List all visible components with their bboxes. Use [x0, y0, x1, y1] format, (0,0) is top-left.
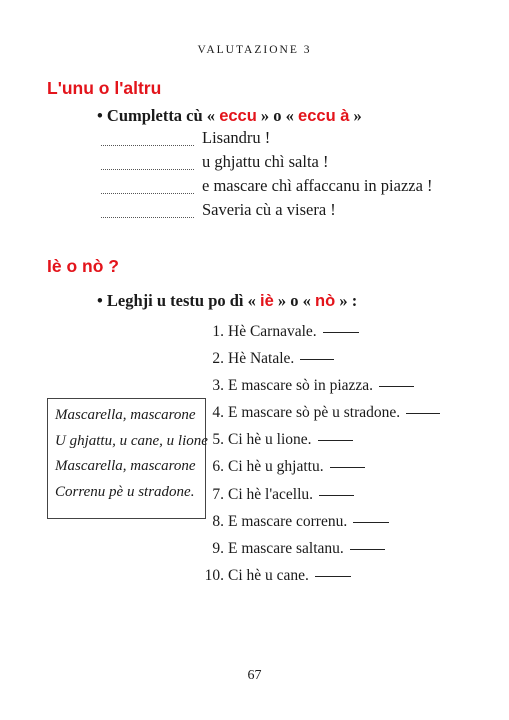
fill-row-text: u ghjattu chì salta ! [202, 152, 329, 171]
question-item [204, 377, 414, 395]
question-text: Ci hè l'acellu. [228, 486, 314, 503]
answer-blank[interactable] [315, 576, 351, 577]
question-item [204, 567, 351, 585]
question-text: Ci hè u lione. [228, 431, 312, 448]
page-header: VALUTAZIONE 3 [197, 44, 312, 56]
answer-blank[interactable] [300, 359, 334, 360]
question-number: 6. [212, 458, 224, 475]
question-text: E mascare correnu. [228, 513, 348, 530]
instruction-suffix: » [353, 106, 362, 125]
poem-line: Correnu pè u stradone. [55, 483, 195, 500]
dotted-blank[interactable] [101, 193, 194, 194]
option-eccu: eccu [219, 107, 257, 125]
answer-blank[interactable] [319, 495, 354, 496]
question-number: 2. [212, 350, 224, 367]
question-number: 5. [212, 431, 224, 448]
question-number: 8. [212, 513, 224, 530]
question-item [204, 431, 353, 449]
fill-row-text: Lisandru ! [202, 128, 271, 147]
fill-row-text: e mascare chì affaccanu in piazza ! [202, 176, 433, 195]
option-no: nò [315, 292, 336, 310]
question-text: Ci hè u cane. [228, 567, 309, 584]
question-number: 10. [204, 567, 224, 584]
page-number: 67 [247, 668, 262, 683]
question-text: E mascare saltanu. [228, 540, 344, 557]
poem-box [47, 398, 206, 519]
poem-line: Mascarella, mascarone [55, 458, 196, 474]
question-item [204, 486, 354, 504]
dotted-blank[interactable] [101, 145, 194, 146]
question-number: 3. [212, 377, 224, 394]
question-text: E mascare sò pè u stradone. [228, 404, 401, 421]
dotted-blank[interactable] [101, 169, 194, 170]
instruction-mid: » o « [277, 291, 311, 310]
poem-line: U ghjattu, u cane, u lione [55, 432, 208, 449]
question-item [204, 350, 334, 368]
answer-blank[interactable] [353, 522, 389, 523]
question-item [204, 458, 365, 476]
question-text: Ci hè u ghjattu. [228, 458, 324, 475]
fill-row-text: Saveria cù a visera ! [202, 200, 336, 219]
poem-line: Mascarella, mascarone [55, 407, 196, 423]
instruction-mid: » o « [260, 106, 294, 125]
dotted-blank[interactable] [101, 217, 194, 218]
instruction-suffix: » : [339, 291, 358, 310]
section-title-unu-o-altru: L'unu o l'altru [47, 78, 162, 98]
question-text: Hè Carnavale. [228, 323, 317, 340]
instruction-prefix: • Leghji u testu po dì « [97, 291, 256, 310]
option-eccu-a: eccu à [298, 107, 350, 125]
question-item [204, 323, 359, 341]
answer-blank[interactable] [330, 467, 365, 468]
question-item [204, 513, 389, 531]
question-item [204, 540, 385, 558]
answer-blank[interactable] [379, 386, 414, 387]
question-number: 9. [212, 540, 224, 557]
answer-blank[interactable] [323, 332, 359, 333]
option-ie: iè [260, 292, 274, 310]
question-number: 7. [212, 486, 224, 503]
instruction-leghji [97, 291, 357, 311]
question-number: 4. [212, 404, 224, 421]
instruction-prefix: • Cumpletta cù « [97, 106, 216, 125]
section-title-ie-o-no: Iè o nò ? [47, 256, 119, 276]
question-number: 1. [212, 323, 224, 340]
answer-blank[interactable] [318, 440, 353, 441]
instruction-cumpletta [97, 106, 362, 126]
question-text: E mascare sò in piazza. [228, 377, 374, 394]
question-item [204, 404, 440, 422]
question-text: Hè Natale. [228, 350, 295, 367]
answer-blank[interactable] [350, 549, 385, 550]
answer-blank[interactable] [406, 413, 440, 414]
